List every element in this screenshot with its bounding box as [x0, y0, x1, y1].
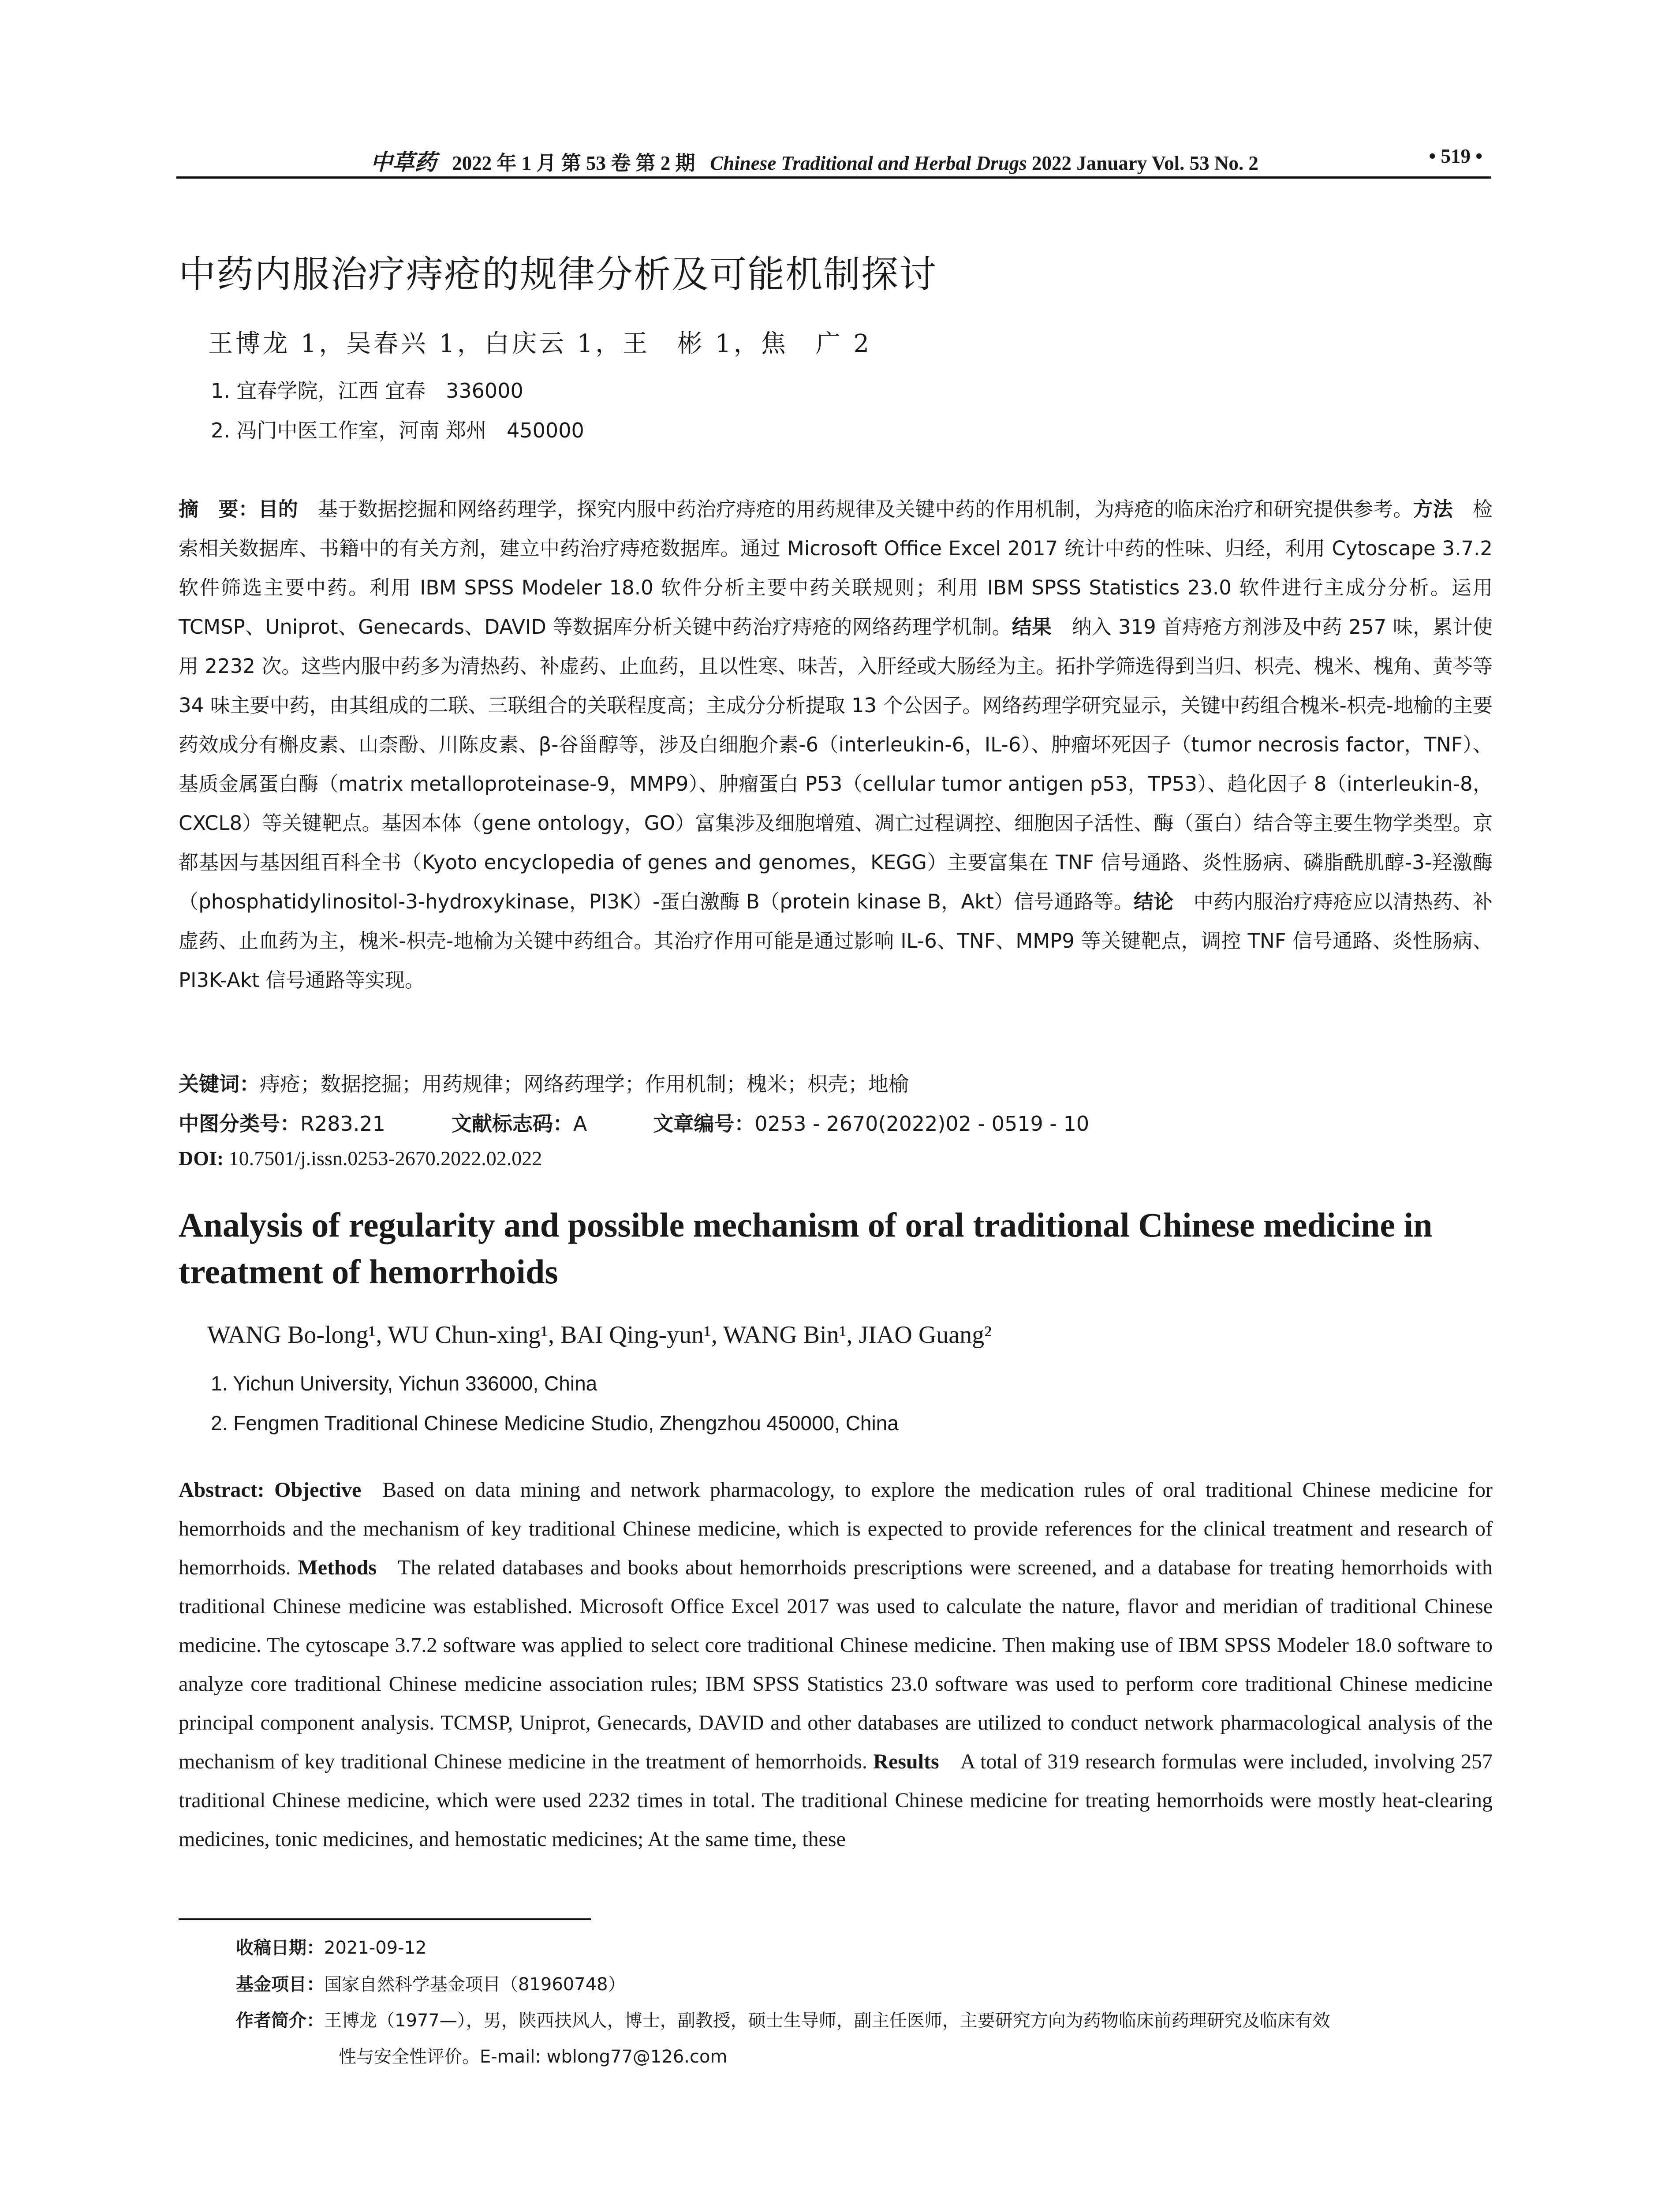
fund-value: 国家自然科学基金项目（81960748）: [324, 1974, 626, 1995]
article-no-value: 0253 - 2670(2022)02 - 0519 - 10: [754, 1112, 1090, 1136]
authors-cn: 王博龙 1，吴春兴 1，白庆云 1，王 彬 1，焦 广 2: [208, 329, 872, 358]
methods-cn: 检索相关数据库、书籍中的有关方剂，建立中药治疗痔疮数据库。通过 Microsoft Office Excel 2017 统计中药的性味、归经，利用 Cytoscape 3.7.2 软件筛选主要中药。利用 IBM SPSS Modeler 18.0 软件分析主要中药关联规则；利用 IBM SPSS Statistics 23.0 软件进行主成分分析。运用 TCMSP、Uniprot、Genecards、DAVID 等数据库分析关键中药治疗痔疮的网络药理学机制。: [179, 497, 1493, 639]
article-no-label: 文章编号：: [653, 1112, 755, 1136]
footnote-received: [236, 1934, 426, 1959]
results-cn-label: 结果: [1012, 615, 1052, 639]
keywords-cn: [179, 1068, 909, 1097]
abstract-cn-label: 摘 要：: [179, 497, 258, 521]
journal-name-en: Chinese Traditional and Herbal Drugs: [710, 152, 1027, 174]
received-label: 收稿日期：: [236, 1938, 324, 1958]
journal-name-cn: 中草药: [370, 149, 437, 175]
doc-code-label: 文献标志码：: [451, 1112, 573, 1136]
affiliation-en-1: 1. Yichun University, Yichun 336000, China: [211, 1372, 597, 1395]
affiliation-cn-2: 2. 冯门中医工作室，河南 郑州 450000: [211, 419, 584, 442]
results-en-label: Results: [873, 1750, 939, 1773]
footnote-author: [236, 2007, 1330, 2032]
abstract-cn: [179, 490, 1493, 1000]
abstract-en: [179, 1471, 1493, 1859]
title-cn: 中药内服治疗痔疮的规律分析及可能机制探讨: [179, 253, 937, 296]
fund-label: 基金项目：: [236, 1974, 324, 1995]
objective-en: Based on data mining and network pharmacology, to explore the medication rules of oral traditional Chinese medicine for hemorrhoids and the mechanism of key traditional Chinese medicine, which is expected to provide references for the clinical treatment and research of hemorrhoids.: [179, 1478, 1493, 1579]
doi-line: [179, 1147, 542, 1170]
results-cn: 纳入 319 首痔疮方剂涉及中药 257 味，累计使用 2232 次。这些内服中药多为清热药、补虚药、止血药，且以性寒、味苦，入肝经或大肠经为主。拓扑学筛选得到当归、枳壳、槐米、槐角、黄芩等 34 味主要中药，由其组成的二联、三联组合的关联程度高；主成分分析提取 13 个公因子。网络药理学研究显示，关键中药组合槐米-枳壳-地榆的主要药效成分有槲皮素、山柰酚、川陈皮素、β-谷甾醇等，涉及白细胞介素-6（interleukin-6，IL-6）、肿瘤坏死因子（tumor necrosis factor，TNF）、基质金属蛋白酶（matrix metalloproteinase-9，MMP9）、肿瘤蛋白 P53（cellular tumor antigen p53，TP53）、趋化因子 8（interleukin-8，CXCL8）等关键靶点。基因本体（gene ontology，GO）富集涉及细胞增殖、凋亡过程调控、细胞因子活性、酶（蛋白）结合等主要生物学类型。京都基因与基因组百科全书（Kyoto encyclopedia of genes and genomes，KEGG）主要富集在 TNF 信号通路、炎性肠病、磷脂酰肌醇-3-羟激酶（phosphatidylinositol-3-hydroxykinase，PI3K）-蛋白激酶 B（protein kinase B，Akt）信号通路等。: [179, 615, 1493, 913]
doi-value[interactable]: 10.7501/j.issn.0253-2670.2022.02.022: [228, 1147, 542, 1170]
keywords-cn-label: 关键词：: [179, 1072, 260, 1096]
header-rule: [176, 176, 1491, 179]
doi-label: DOI:: [179, 1147, 224, 1170]
title-en: Analysis of regularity and possible mechanism of oral traditional Chinese medicine in treatment of hemorrhoids: [179, 1206, 1433, 1291]
clc-value: R283.21: [300, 1112, 385, 1136]
issue-en: 2022 January Vol. 53 No. 2: [1031, 152, 1258, 174]
footnote-author-cont: 性与安全性评价。E-mail: wblong77@126.com: [339, 2047, 728, 2067]
clc-label: 中图分类号：: [179, 1112, 300, 1136]
methods-en: The related databases and books about hemorrhoids prescriptions were screened, and a database for treating hemorrhoids with traditional Chinese medicine was established. Microsoft Office Excel 2017 was used to calculate the nature, flavor and meridian of traditional Chinese medicine. The cytoscape 3.7.2 software was applied to select core traditional Chinese medicine. Then making use of IBM SPSS Modeler 18.0 software to analyze core traditional Chinese medicine association rules; IBM SPSS Statistics 23.0 software was used to perform core traditional Chinese medicine principal component analysis. TCMSP, Uniprot, Genecards, DAVID and other databases are utilized to conduct network pharmacological analysis of the mechanism of key traditional Chinese medicine in the treatment of hemorrhoids.: [179, 1556, 1493, 1773]
received-date: 2021-09-12: [324, 1938, 427, 1958]
objective-cn-label: 目的: [258, 497, 298, 521]
conclusion-cn-label: 结论: [1133, 890, 1174, 913]
running-head: [176, 140, 1491, 176]
authors-en: WANG Bo-long¹, WU Chun-xing¹, BAI Qing-yun¹, WANG Bin¹, JIAO Guang²: [207, 1321, 992, 1349]
objective-en-label: Objective: [274, 1478, 362, 1502]
methods-cn-label: 方法: [1413, 497, 1453, 521]
abstract-en-label: Abstract:: [179, 1478, 265, 1502]
page-number: • 519 •: [1429, 145, 1482, 167]
keywords-cn-value: 痔疮；数据挖掘；用药规律；网络药理学；作用机制；槐米；枳壳；地榆: [260, 1072, 909, 1096]
conclusion-cn: 中药内服治疗痔疮应以清热药、补虚药、止血药为主，槐米-枳壳-地榆为关键中药组合。其治疗作用可能是通过影响 IL-6、TNF、MMP9 等关键靶点，调控 TNF 信号通路、炎性肠病、PI3K-Akt 信号通路等实现。: [179, 890, 1493, 992]
footnote-rule: [179, 1918, 591, 1920]
affiliation-en-2: 2. Fengmen Traditional Chinese Medicine Studio, Zhengzhou 450000, China: [211, 1412, 899, 1435]
results-en: A total of 319 research formulas were included, involving 257 traditional Chinese medicine, which were used 2232 times in total. The traditional Chinese medicine for treating hemorrhoids were mostly heat-clearing medicines, tonic medicines, and hemostatic medicines; At the same time, these: [179, 1750, 1493, 1851]
running-head-left: [370, 145, 1258, 176]
affiliation-cn-1: 1. 宜春学院，江西 宜春 336000: [211, 379, 523, 403]
issue-cn: 2022 年 1 月 第 53 卷 第 2 期: [452, 152, 695, 174]
footnote-fund: [236, 1970, 626, 1996]
objective-cn: 基于数据挖掘和网络药理学，探究内服中药治疗痔疮的用药规律及关键中药的作用机制，为痔疮的临床治疗和研究提供参考。: [317, 497, 1413, 521]
author-bio-label: 作者简介：: [236, 2011, 324, 2031]
author-bio: 王博龙（1977—），男，陕西扶风人，博士，副教授，硕士生导师，副主任医师，主要研究方向为药物临床前药理研究及临床有效: [324, 2011, 1330, 2031]
doc-code-value: A: [573, 1112, 587, 1136]
classification-line: [179, 1108, 1089, 1137]
methods-en-label: Methods: [298, 1556, 377, 1579]
